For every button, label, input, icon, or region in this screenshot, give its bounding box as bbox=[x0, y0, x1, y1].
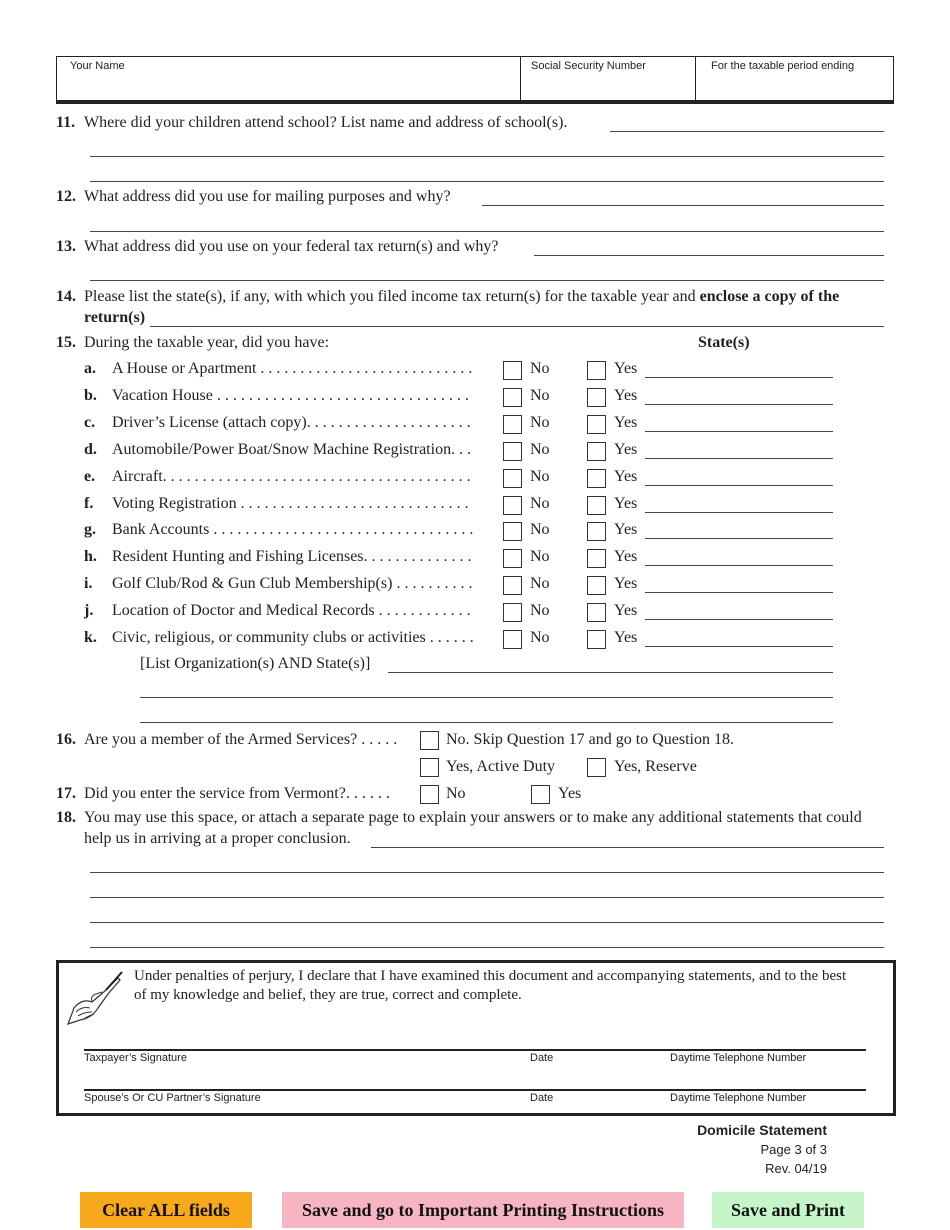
q18-field-5[interactable] bbox=[90, 947, 884, 948]
q18-field-2[interactable] bbox=[90, 872, 884, 873]
row-letter: b. bbox=[84, 386, 97, 404]
no-label: No bbox=[530, 467, 550, 485]
no-checkbox[interactable] bbox=[503, 469, 522, 488]
q11-field-3[interactable] bbox=[90, 181, 884, 182]
revision: Rev. 04/19 bbox=[765, 1161, 827, 1176]
row-label: Voting Registration . . . . . . . . . . . . . . . . . . . . . . . . . . . . . bbox=[112, 494, 469, 512]
yes-label: Yes bbox=[614, 494, 638, 512]
pen-hand-icon bbox=[62, 968, 124, 1028]
ssn-input[interactable] bbox=[524, 76, 692, 98]
yes-checkbox[interactable] bbox=[587, 522, 606, 541]
list-org-field-3[interactable] bbox=[140, 722, 833, 723]
row-letter: g. bbox=[84, 521, 96, 539]
question-13: 13. What address did you use on your federal tax return(s) and why? bbox=[56, 238, 499, 255]
no-checkbox[interactable] bbox=[503, 361, 522, 380]
q16-active-checkbox[interactable] bbox=[420, 758, 439, 777]
q16-active-label: Yes, Active Duty bbox=[446, 758, 556, 775]
question-18: 18. You may use this space, or attach a separate page to explain your answers or to make any additional statements that could bbox=[56, 809, 862, 826]
row-label: Driver’s License (attach copy). . . . . . . . . . . . . . . . . . . . . bbox=[112, 413, 471, 431]
yes-label: Yes bbox=[614, 602, 638, 620]
row-letter: i. bbox=[84, 575, 93, 593]
yes-label: Yes bbox=[614, 467, 638, 485]
save-instructions-button[interactable]: Save and go to Important Printing Instructions bbox=[282, 1192, 684, 1228]
yes-checkbox[interactable] bbox=[587, 361, 606, 380]
q11-field-2[interactable] bbox=[90, 156, 884, 157]
state-field[interactable] bbox=[645, 619, 833, 620]
no-label: No bbox=[530, 629, 550, 646]
q12-field-2[interactable] bbox=[90, 231, 884, 232]
q16-no-checkbox[interactable] bbox=[420, 731, 439, 750]
yes-label: Yes bbox=[614, 548, 638, 566]
row-letter: d. bbox=[84, 440, 97, 458]
state-field[interactable] bbox=[645, 592, 833, 593]
row-label: Location of Doctor and Medical Records . . . . . . . . . . . . bbox=[112, 602, 471, 620]
row-letter: c. bbox=[84, 413, 96, 431]
q16-reserve-label: Yes, Reserve bbox=[614, 758, 697, 775]
row-letter: e. bbox=[84, 467, 96, 485]
row-label: Bank Accounts . . . . . . . . . . . . . . . . . . . . . . . . . . . . . . . . . bbox=[112, 521, 474, 539]
clear-all-button[interactable]: Clear ALL fields bbox=[80, 1192, 252, 1228]
spouse-sig-label: Spouse’s Or CU Partner’s Signature bbox=[84, 1092, 261, 1104]
no-checkbox[interactable] bbox=[503, 442, 522, 461]
state-field[interactable] bbox=[645, 485, 833, 486]
no-checkbox[interactable] bbox=[503, 549, 522, 568]
yes-label: Yes bbox=[614, 575, 638, 593]
period-input[interactable] bbox=[699, 76, 889, 98]
q13-field-1[interactable] bbox=[534, 255, 884, 256]
taxpayer-sig-line bbox=[84, 1049, 866, 1051]
state-field[interactable] bbox=[645, 377, 833, 378]
spouse-sig-line bbox=[84, 1089, 866, 1091]
row-label: Civic, religious, or community clubs or activities . . . . . . bbox=[112, 629, 474, 646]
yes-checkbox[interactable] bbox=[587, 630, 606, 649]
question-12: 12. What address did you use for mailing purposes and why? bbox=[56, 188, 451, 205]
taxpayer-signature-input[interactable] bbox=[84, 1024, 524, 1048]
q11-field-1[interactable] bbox=[610, 131, 884, 132]
q14-field[interactable] bbox=[150, 326, 884, 327]
state-field[interactable] bbox=[645, 538, 833, 539]
yes-label: Yes bbox=[614, 413, 638, 431]
question-11: 11. Where did your children attend school? List name and address of school(s). bbox=[56, 114, 568, 131]
spouse-date-label: Date bbox=[530, 1092, 554, 1104]
yes-label: Yes bbox=[614, 440, 638, 458]
row-letter: a. bbox=[84, 360, 96, 377]
taxpayer-date-label: Date bbox=[530, 1052, 554, 1064]
no-label: No bbox=[530, 494, 550, 512]
your-name-input[interactable] bbox=[60, 76, 516, 98]
taxpayer-sig-label: Taxpayer’s Signature bbox=[84, 1052, 187, 1064]
states-header: State(s) bbox=[698, 334, 750, 351]
row-label: A House or Apartment . . . . . . . . . . . . . . . . . . . . . . . . . . . bbox=[112, 360, 473, 377]
no-checkbox[interactable] bbox=[503, 576, 522, 595]
taxpayer-date-input[interactable] bbox=[530, 1024, 660, 1048]
no-checkbox[interactable] bbox=[503, 388, 522, 407]
page-number: Page 3 of 3 bbox=[760, 1142, 827, 1157]
yes-checkbox[interactable] bbox=[587, 469, 606, 488]
no-label: No bbox=[530, 440, 550, 458]
no-label: No bbox=[530, 413, 550, 431]
list-org-field-2[interactable] bbox=[140, 697, 833, 698]
list-org-field-1[interactable] bbox=[388, 672, 833, 673]
no-label: No bbox=[530, 386, 550, 404]
header-sep-2 bbox=[695, 56, 696, 101]
q16-no-label: No. Skip Question 17 and go to Question 18. bbox=[446, 731, 734, 748]
q18-field-3[interactable] bbox=[90, 897, 884, 898]
ssn-label: Social Security Number bbox=[531, 60, 646, 72]
q17-no-label: No bbox=[446, 785, 466, 802]
state-field[interactable] bbox=[645, 512, 833, 513]
q18-field-4[interactable] bbox=[90, 922, 884, 923]
spouse-signature-input[interactable] bbox=[84, 1064, 524, 1088]
save-print-button[interactable]: Save and Print bbox=[712, 1192, 864, 1228]
yes-label: Yes bbox=[614, 629, 638, 646]
question-14: 14. Please list the state(s), if any, with which you filed income tax return(s) for the taxable year and enclose a copy of the bbox=[56, 288, 840, 305]
form-title: Domicile Statement bbox=[697, 1122, 827, 1138]
q12-field-1[interactable] bbox=[482, 205, 884, 206]
no-checkbox[interactable] bbox=[503, 415, 522, 434]
q16-reserve-checkbox[interactable] bbox=[587, 758, 606, 777]
declaration-line-2: of my knowledge and belief, they are true, correct and complete. bbox=[134, 987, 522, 1003]
yes-checkbox[interactable] bbox=[587, 415, 606, 434]
yes-label: Yes bbox=[614, 360, 638, 377]
row-letter: k. bbox=[84, 629, 97, 646]
question-17: 17. Did you enter the service from Vermont?. . . . . . bbox=[56, 785, 390, 802]
question-18-cont: help us in arriving at a proper conclusion. bbox=[84, 830, 351, 847]
yes-checkbox[interactable] bbox=[587, 442, 606, 461]
no-label: No bbox=[530, 602, 550, 620]
header-divider bbox=[56, 100, 894, 104]
spouse-date-input[interactable] bbox=[530, 1064, 660, 1088]
your-name-label: Your Name bbox=[70, 60, 125, 72]
row-label: Resident Hunting and Fishing Licenses. . . . . . . . . . . . . . bbox=[112, 548, 472, 566]
yes-checkbox[interactable] bbox=[587, 603, 606, 622]
declaration-line-1: Under penalties of perjury, I declare that I have examined this document and accompanying statements, and to the best bbox=[134, 968, 847, 984]
yes-checkbox[interactable] bbox=[587, 549, 606, 568]
q18-field-1[interactable] bbox=[371, 847, 884, 848]
row-label: Automobile/Power Boat/Snow Machine Registration. . . bbox=[112, 440, 472, 458]
row-label: Golf Club/Rod & Gun Club Membership(s) . . . . . . . . . . bbox=[112, 575, 473, 593]
row-letter: j. bbox=[84, 602, 94, 620]
row-label: Aircraft. . . . . . . . . . . . . . . . . . . . . . . . . . . . . . . . . . . . . . . bbox=[112, 467, 471, 485]
q17-yes-checkbox[interactable] bbox=[531, 785, 550, 804]
no-label: No bbox=[530, 575, 550, 593]
no-checkbox[interactable] bbox=[503, 496, 522, 515]
yes-label: Yes bbox=[614, 521, 638, 539]
state-field[interactable] bbox=[645, 431, 833, 432]
question-15: 15. During the taxable year, did you have: bbox=[56, 334, 330, 351]
state-field[interactable] bbox=[645, 458, 833, 459]
no-label: No bbox=[530, 360, 550, 377]
period-label: For the taxable period ending bbox=[711, 60, 855, 72]
no-checkbox[interactable] bbox=[503, 522, 522, 541]
state-field[interactable] bbox=[645, 565, 833, 566]
q13-field-2[interactable] bbox=[90, 280, 884, 281]
q17-no-checkbox[interactable] bbox=[420, 785, 439, 804]
spouse-phone-input[interactable] bbox=[670, 1064, 866, 1088]
list-org-label: [List Organization(s) AND State(s)] bbox=[140, 655, 371, 672]
question-16: 16. Are you a member of the Armed Services? . . . . . bbox=[56, 731, 398, 748]
row-label: Vacation House . . . . . . . . . . . . . . . . . . . . . . . . . . . . . . . . bbox=[112, 386, 469, 404]
header-sep-1 bbox=[520, 56, 521, 101]
taxpayer-phone-label: Daytime Telephone Number bbox=[670, 1052, 807, 1064]
spouse-phone-label: Daytime Telephone Number bbox=[670, 1092, 807, 1104]
yes-label: Yes bbox=[614, 386, 638, 404]
no-label: No bbox=[530, 521, 550, 539]
no-label: No bbox=[530, 548, 550, 566]
state-field[interactable] bbox=[645, 646, 833, 647]
row-letter: h. bbox=[84, 548, 97, 566]
taxpayer-phone-input[interactable] bbox=[670, 1024, 866, 1048]
state-field[interactable] bbox=[645, 404, 833, 405]
yes-checkbox[interactable] bbox=[587, 388, 606, 407]
question-14-cont: return(s) bbox=[84, 309, 146, 326]
yes-checkbox[interactable] bbox=[587, 496, 606, 515]
no-checkbox[interactable] bbox=[503, 603, 522, 622]
no-checkbox[interactable] bbox=[503, 630, 522, 649]
yes-checkbox[interactable] bbox=[587, 576, 606, 595]
q17-yes-label: Yes bbox=[558, 785, 582, 802]
row-letter: f. bbox=[84, 494, 94, 512]
